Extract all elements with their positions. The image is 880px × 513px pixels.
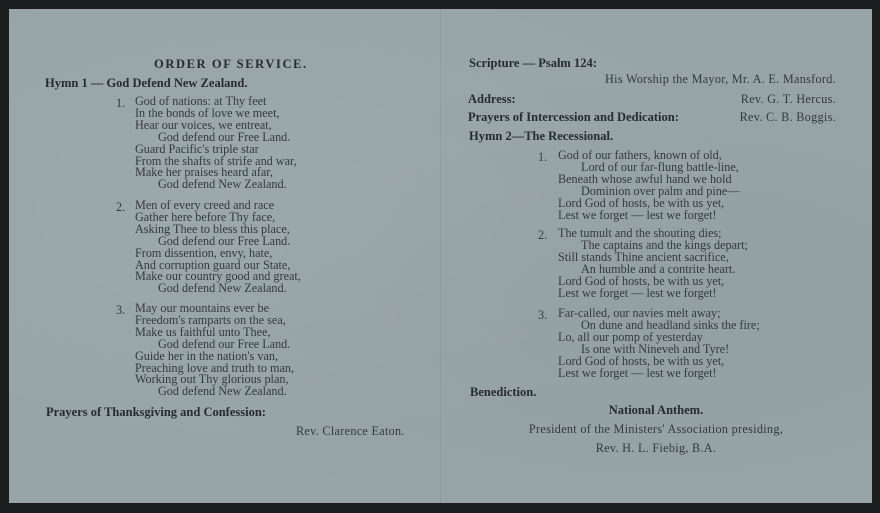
scripture-reader: His Worship the Mayor, Mr. A. E. Mansford. <box>605 72 836 86</box>
hymn1-heading: Hymn 1 — God Defend New Zealand. <box>45 76 248 90</box>
verse-line: Lord God of hosts, be with us yet, <box>558 353 725 368</box>
verse-line: The captains and the kings depart; <box>581 237 748 252</box>
verse-line: Still stands Thine ancient sacrifice, <box>558 249 729 264</box>
address-heading: Address: <box>468 92 516 106</box>
verse-line: Preaching love and truth to man, <box>135 360 295 375</box>
verse-line: Dominion over palm and pine— <box>581 183 740 198</box>
presiding-note: President of the Ministers' Association presiding, <box>528 422 784 436</box>
verse-line: Far-called, our navies melt away; <box>558 306 721 320</box>
verse-line: Asking Thee to bless this place, <box>135 221 290 236</box>
verse-line: On dune and headland sinks the fire; <box>581 317 760 332</box>
verse-line: Lest we forget — lest we forget! <box>558 207 717 222</box>
address-officiant: Rev. G. T. Hercus. <box>740 92 836 106</box>
hymn1-verse3 <box>135 303 294 398</box>
verse-line: From dissention, envy, hate, <box>135 245 273 260</box>
verse-line: God defend New Zealand. <box>158 177 287 192</box>
verse-line: Gather here before Thy face, <box>135 209 276 224</box>
prayers-intercession-heading: Prayers of Intercession and Dedication: <box>468 110 679 124</box>
hymn2-verse3-number: 3. <box>538 308 548 322</box>
hymn1-verse2 <box>135 200 301 295</box>
scripture-heading: Scripture — Psalm 124: <box>469 56 597 70</box>
hymn2-verse2 <box>558 228 748 299</box>
verse-line: God of nations: at Thy feet <box>135 94 267 108</box>
verse-line: In the bonds of love we meet, <box>135 105 280 120</box>
hymn2-verse1 <box>558 150 739 221</box>
hymn1-verse1-number: 1. <box>116 96 126 110</box>
verse-line: Lest we forget — lest we forget! <box>558 285 717 300</box>
verse-line: Is one with Nineveh and Tyre! <box>581 341 730 356</box>
verse-line: Make her praises heard afar, <box>135 165 273 180</box>
verse-line: God defend our Free Land. <box>158 129 291 144</box>
verse-line: Guide her in the nation's van, <box>135 348 278 363</box>
hymn2-verse1-number: 1. <box>538 150 548 164</box>
verse-line: Hear our voices, we entreat, <box>135 117 272 132</box>
verse-line: Lest we forget — lest we forget! <box>558 365 717 380</box>
verse-line: Men of every creed and race <box>135 198 275 212</box>
verse-line: God of our fathers, known of old, <box>558 148 722 162</box>
verse-line: God defend our Free Land. <box>158 336 291 351</box>
national-anthem: National Anthem. <box>608 403 704 417</box>
verse-line: Freedom's ramparts on the sea, <box>135 312 286 327</box>
presiding-name: Rev. H. L. Fiebig, B.A. <box>595 441 717 455</box>
benediction: Benediction. <box>470 385 537 399</box>
verse-line: God defend New Zealand. <box>158 384 287 399</box>
verse-line: God defend New Zealand. <box>158 281 287 296</box>
verse-line: Lo, all our pomp of yesterday <box>558 329 703 344</box>
prayers-thanksgiving-officiant: Rev. Clarence Eaton. <box>296 424 405 438</box>
prayers-thanksgiving-heading: Prayers of Thanksgiving and Confession: <box>46 405 266 419</box>
verse-line: Lord God of hosts, be with us yet, <box>558 195 725 210</box>
hymn2-heading: Hymn 2—The Recessional. <box>469 129 614 143</box>
hymn2-verse3 <box>558 308 760 379</box>
verse-line: Lord God of hosts, be with us yet, <box>558 273 725 288</box>
verse-line: Guard Pacific's triple star <box>135 141 259 156</box>
prayers-intercession-officiant: Rev. C. B. Boggis. <box>739 110 836 124</box>
hymn1-verse1 <box>135 96 297 191</box>
verse-line: From the shafts of strife and war, <box>135 153 297 168</box>
verse-line: And corruption guard our State, <box>135 257 291 272</box>
verse-line: Working out Thy glorious plan, <box>135 372 289 387</box>
hymn1-verse3-number: 3. <box>116 303 126 317</box>
verse-line: Lord of our far-flung battle-line, <box>581 159 739 174</box>
verse-line: May our mountains ever be <box>135 301 270 315</box>
hymn1-verse2-number: 2. <box>116 200 126 214</box>
verse-line: Make us faithful unto Thee, <box>135 324 271 339</box>
verse-line: Beneath whose awful hand we hold <box>558 171 732 186</box>
verse-line: The tumult and the shouting dies; <box>558 226 722 240</box>
verse-line: Make our country good and great, <box>135 269 301 284</box>
hymn2-verse2-number: 2. <box>538 228 548 242</box>
order-of-service-title: ORDER OF SERVICE. <box>154 57 308 71</box>
verse-line: An humble and a contrite heart. <box>581 261 736 276</box>
verse-line: God defend our Free Land. <box>158 233 291 248</box>
